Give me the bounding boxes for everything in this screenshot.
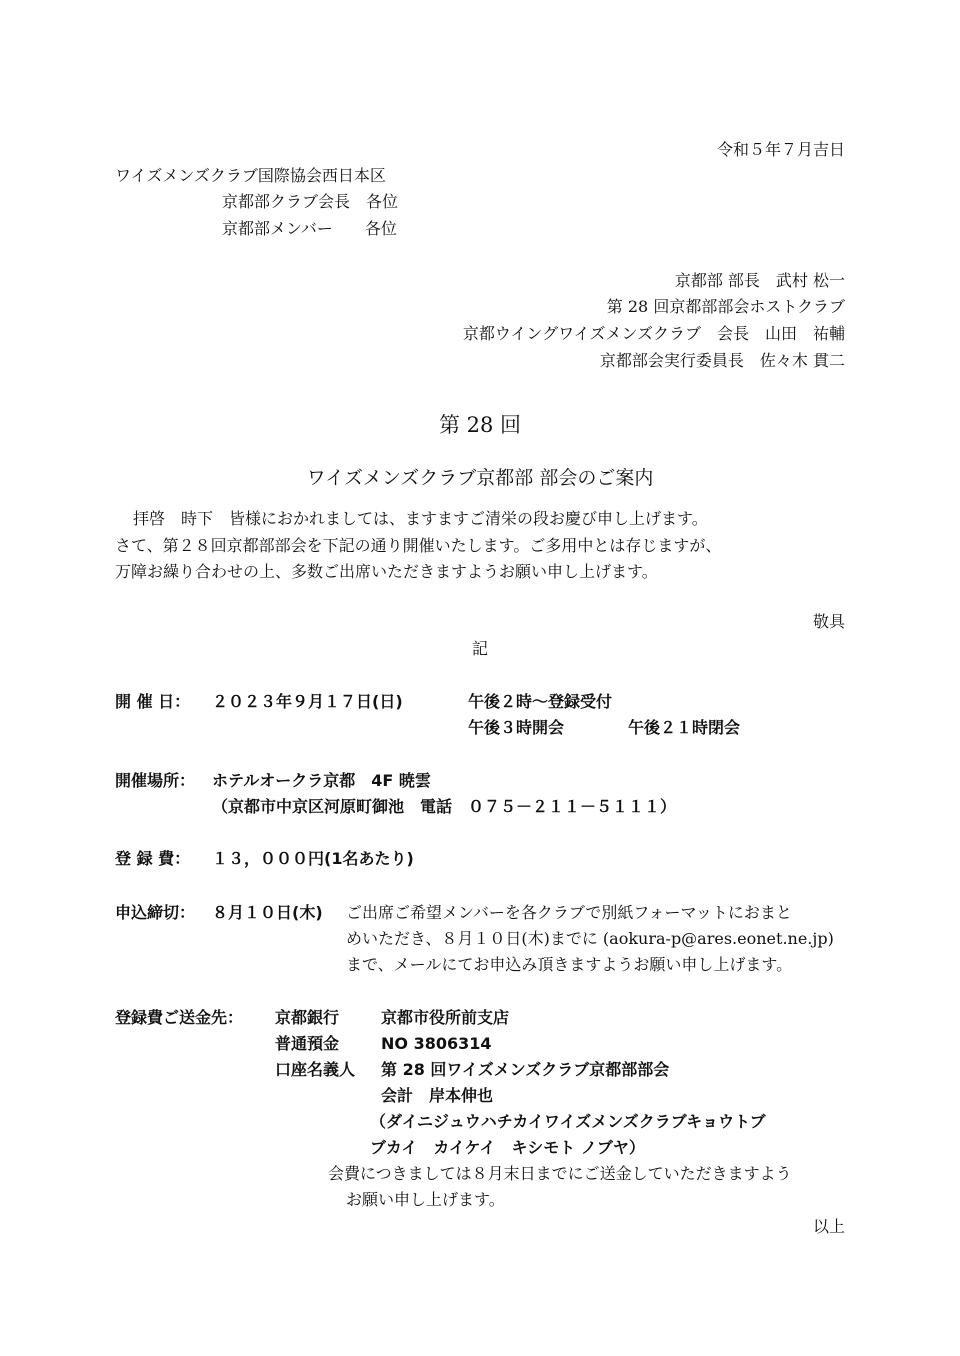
account-holder-kana-line-1: （ダイニジュウハチカイワイズメンズクラブキョウトブ: [370, 1112, 766, 1131]
sender-line-4: 京都部会実行委員長 佐々木 貫二: [599, 351, 845, 370]
remit-label: 登録費ご送金先：: [115, 1008, 244, 1027]
closing-ijo: 以上: [812, 1217, 845, 1236]
venue-label: 開催場所：: [115, 771, 196, 790]
closing-time: 午後２１時閉会: [628, 718, 741, 737]
deadline-text-line-1: ご出席ご希望メンバーを各クラブで別紙フォーマットにおまと: [346, 903, 792, 922]
bank-name: 京都銀行: [275, 1008, 340, 1027]
account-holder-line-1: 第 28 回ワイズメンズクラブ京都部部会: [381, 1060, 670, 1079]
body-paragraph-line-1: 拝啓 時下 皆様におかれましては、ますますご清栄の段お慶び申し上げます。: [133, 509, 708, 528]
remit-note-line-2: お願い申し上げます。: [346, 1190, 505, 1209]
account-holder-line-2: 会計 岸本伸也: [381, 1086, 494, 1105]
venue-value: ホテルオークラ京都 4F 暁雲: [212, 771, 431, 790]
venue-address: （京都市中京区河原町御池 電話 ０７５－２１１－５１１１）: [212, 797, 677, 816]
deadline-value: ８月１０日(木): [212, 903, 323, 922]
registration-time: 午後２時～登録受付: [468, 692, 613, 711]
sender-line-1: 京都部 部長 武村 松一: [674, 271, 845, 290]
recipient-club-presidents: 京都部クラブ会長 各位: [222, 192, 399, 211]
body-paragraph-line-2: さて、第２８回京都部部会を下記の通り開催いたします。ご多用中とは存じますが、: [115, 536, 722, 555]
remit-note-line-1: 会費につきましては８月末日までにご送金していただきますよう: [328, 1164, 792, 1183]
account-number: NO 3806314: [381, 1034, 492, 1053]
fee-value: １３，０００円(1名あたり): [212, 849, 414, 868]
account-holder-label: 口座名義人: [275, 1060, 356, 1079]
sender-line-3: 京都ウイングワイズメンズクラブ 会長 山田 祐輔: [462, 324, 845, 343]
bank-branch: 京都市役所前支店: [381, 1008, 510, 1027]
deadline-text-line-3: まで、メールにてお申込み頂きますようお願い申し上げます。: [346, 955, 793, 974]
account-holder-kana-line-2: ブカイ カイケイ キシモト ノブヤ）: [370, 1138, 645, 1157]
sender-line-2: 第 28 回京都部部会ホストクラブ: [606, 297, 845, 316]
date-value: ２０２３年９月１７日(日): [212, 692, 403, 711]
ki-heading: 記: [471, 639, 488, 658]
body-paragraph-line-3: 万障お繰り合わせの上、多数ご出席いただきますようお願い申し上げます。: [115, 562, 658, 581]
fee-label: 登 録 費：: [115, 849, 191, 868]
event-number-title: 第 28 回: [438, 413, 522, 437]
deadline-text-line-2: めいただき、８月１０日(木)までに (aokura-p@ares.eonet.ne.jp): [346, 929, 834, 948]
date-label: 開 催 日：: [115, 692, 191, 711]
closing-keigu: 敬具: [812, 612, 845, 631]
recipient-organization: ワイズメンズクラブ国際協会西日本区: [115, 166, 386, 185]
event-main-title: ワイズメンズクラブ京都部 部会のご案内: [306, 467, 654, 489]
recipient-members: 京都部メンバー 各位: [222, 219, 397, 238]
document-date: 令和５年７月吉日: [716, 140, 845, 159]
deadline-label: 申込締切：: [115, 903, 196, 922]
opening-time: 午後３時開会: [468, 718, 565, 737]
account-type: 普通預金: [275, 1034, 340, 1053]
